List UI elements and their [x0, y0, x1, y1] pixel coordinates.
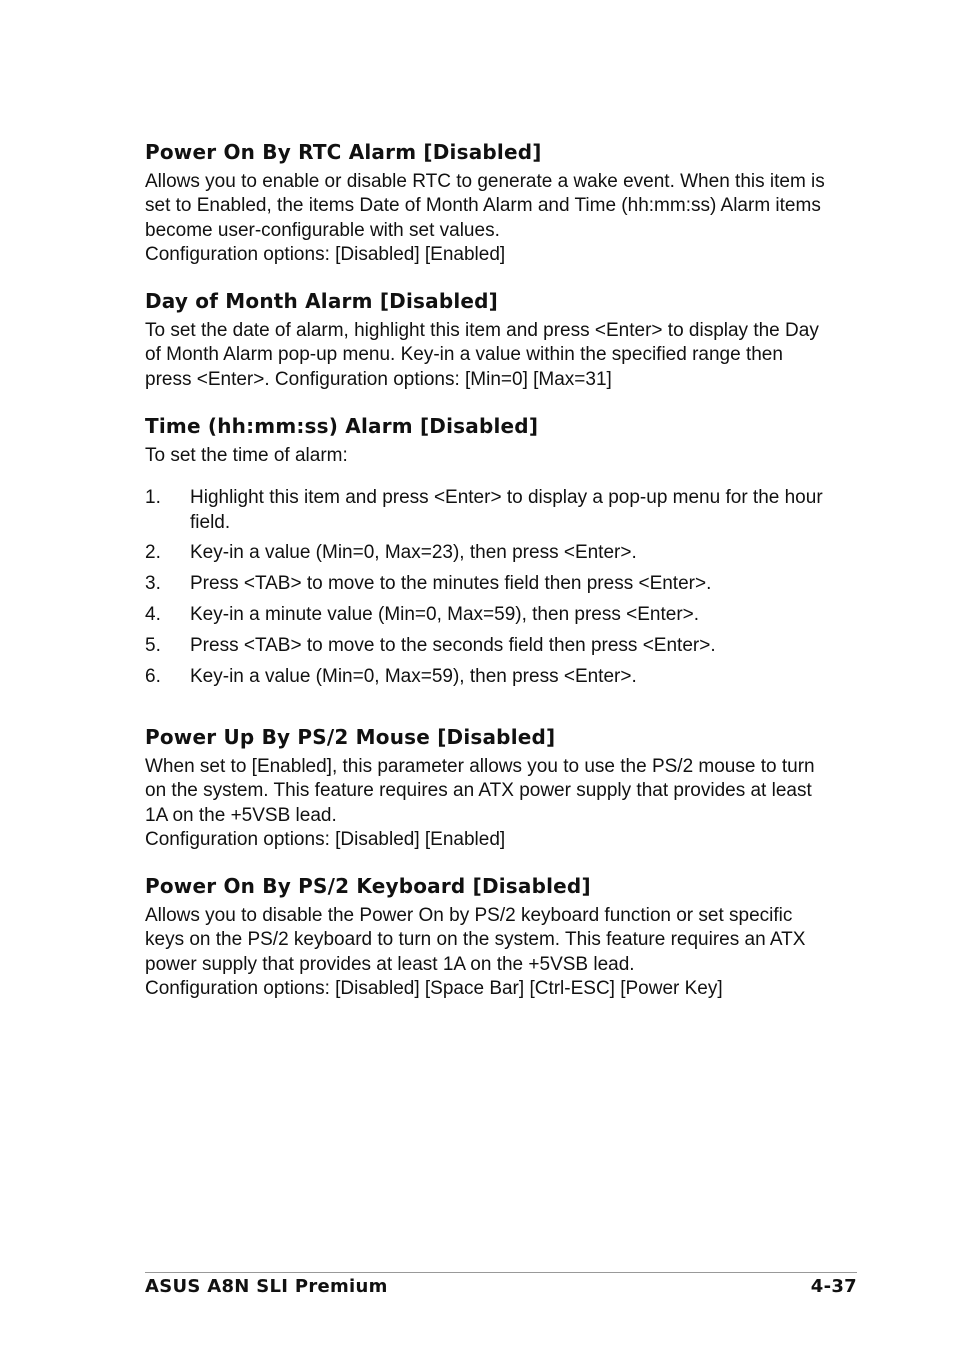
section-rtc-alarm — [145, 138, 825, 267]
step-text: Key-in a minute value (Min=0, Max=59), then press <Enter>. — [190, 604, 700, 626]
steps-list — [145, 486, 825, 689]
step-number: 4. — [145, 604, 161, 626]
section-heading: Power On By RTC Alarm [Disabled] — [145, 140, 542, 164]
footer-divider — [145, 1272, 857, 1273]
step-text: Press <TAB> to move to the minutes field then press <Enter>. — [190, 573, 712, 595]
config-options: Configuration options: [Disabled] [Enabled] — [145, 828, 506, 850]
section-heading: Power Up By PS/2 Mouse [Disabled] — [145, 724, 556, 749]
section-paragraph: To set the time of alarm: — [145, 445, 348, 467]
section-heading: Day of Month Alarm [Disabled] — [145, 289, 499, 314]
list-item — [145, 603, 825, 627]
step-number: 1. — [145, 487, 161, 509]
footer-product-name: ASUS A8N SLI Premium — [145, 1276, 388, 1297]
step-number: 5. — [145, 634, 161, 656]
list-item — [145, 541, 825, 565]
section-day-of-month-alarm — [145, 287, 825, 392]
list-item — [145, 665, 825, 689]
section-ps2-mouse — [145, 723, 825, 852]
section-ps2-keyboard — [145, 872, 825, 1001]
section-paragraph: When set to [Enabled], this parameter allows you to use the PS/2 mouse to turn on the system. This feature requires an ATX power supply that provides at least 1A on the +5VSB lead. — [145, 755, 815, 826]
step-text: Press <TAB> to move to the seconds field then press <Enter>. — [190, 634, 716, 656]
section-time-alarm — [145, 412, 825, 689]
page-content — [145, 138, 825, 1021]
footer-page-number: 4-37 — [810, 1276, 857, 1297]
section-heading: Time (hh:mm:ss) Alarm [Disabled] — [145, 414, 539, 439]
section-paragraph: Allows you to disable the Power On by PS/2 keyboard function or set specific keys on the PS/2 keyboard to turn on the system. This feature requires an ATX power supply that provides at least 1A on the +5VSB lead. — [145, 905, 806, 975]
step-text: Key-in a value (Min=0, Max=59), then press <Enter>. — [190, 665, 637, 687]
section-paragraph: Allows you to enable or disable RTC to generate a wake event. When this item is set to Enabled, the items Date of Month Alarm and Time (hh:mm:ss) Alarm items become user-configurable with set values. — [145, 171, 825, 241]
step-text: Key-in a value (Min=0, Max=23), then press <Enter>. — [190, 542, 637, 564]
step-number: 3. — [145, 573, 161, 595]
section-heading: Power On By PS/2 Keyboard [Disabled] — [145, 874, 591, 899]
list-item — [145, 572, 825, 596]
config-options: Configuration options: [Disabled] [Space Bar] [Ctrl-ESC] [Power Key] — [145, 978, 723, 1000]
step-number: 2. — [145, 542, 161, 564]
step-text: Highlight this item and press <Enter> to display a pop-up menu for the hour field. — [190, 487, 823, 533]
section-paragraph: To set the date of alarm, highlight this item and press <Enter> to display the Day of Month Alarm pop-up menu. Key-in a value within the specified range then press <Enter>. Configuration options: [Min=0] [Max=31] — [145, 320, 819, 390]
step-number: 6. — [145, 665, 161, 687]
config-options: Configuration options: [Disabled] [Enabled] — [145, 243, 506, 265]
list-item — [145, 634, 825, 658]
list-item — [145, 486, 825, 535]
